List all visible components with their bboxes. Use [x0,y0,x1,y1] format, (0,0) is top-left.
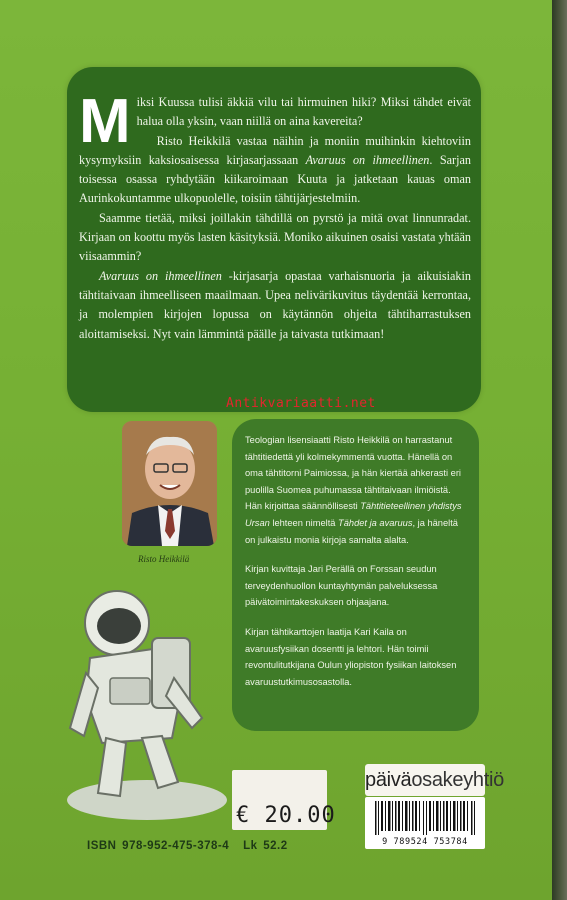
isbn-row [87,840,288,852]
bio-p1-a: Teologian lisensiaatti Risto Heikkilä on harrastanut tähtitiedettä yli kolmekymmentä vuotta. Hänellä on oma tähtitorni Paimiossa, ja hän kiertää ahkerasti eri puolilla Suomea puhumassa tähtitaivaan ilmiöistä. Hän kirjoittaa säännöllisesti [245,435,461,512]
blurb-p1-text: iksi Kuussa tulisi äkkiä vilu tai hirmuinen hiki? Miksi tähdet eivät halua olla yksin, vaan niillä on aina kavereita? [136,95,471,129]
publisher-name-part2: osakeyhtiö [411,769,504,791]
bio-paragraph-mapmaker: Kirjan tähtikarttojen laatija Kari Kaila on avaruusfysiikan dosentti ja lehtori. Hän toimii revontulitutkijana Oulun yliopiston fysiikan laitoksen avaruustutkimusosastolla. [245,626,457,687]
blurb-p2-text-a: Risto Heikkilä vastaa näihin ja moniin muihinkin kiehtoviin kysymyksiin kaksiosaisessa kirjasarjassaan [79,133,471,167]
bio-text [245,432,469,703]
astronaut-icon [62,578,232,823]
blurb-text [79,87,471,344]
astronaut-illustration [62,578,232,823]
series-title-2: Avaruus on ihmeellinen [99,268,222,283]
blurb-paragraph-4 [79,267,471,344]
author-portrait-image [122,421,217,546]
bio-p1-magazine-org: Tähtitieteellinen yhdistys Ursan [245,501,462,528]
author-photo [122,421,217,546]
drop-cap: M [79,87,131,156]
price-label: € 20.00 [236,803,336,828]
bio-p1-magazine: Tähdet ja avaruus [338,517,413,528]
barcode-number: 9 789524 753784 [382,837,468,847]
isbn: ISBN 978-952-475-378-4 [87,840,230,852]
blurb-paragraph-2 [79,132,471,209]
publisher-logo [365,764,504,796]
bio-p1-c: , ja häneltä on julkaistu monia kirjoja samalta alalta. [245,517,458,545]
blurb-p2-text-b: . Sarjan toisessa osassa ryhdytään kiikaroimaan Kuuta ja jatketaan kauas oman Aurinkokuntamme ulkopuolelle, toisiin tähtijärjestelmiin. [79,152,471,206]
series-title: Avaruus on ihmeellinen [305,152,430,167]
bio-paragraph-illustrator: Kirjan kuvittaja Jari Perällä on Forssan seudun terveydenhuollon kuntayhtymän palveluksessa päivätoimintakeskuksen ohjaajana. [245,564,438,608]
publisher-name-part1: päivä [365,769,412,791]
cover-edge [552,0,567,900]
bio-paragraph-author [245,432,469,548]
classification: Lk 52.2 [243,840,288,852]
author-caption: Risto Heikkilä [138,554,190,564]
blurb-paragraph-3: Saamme tietää, miksi joillakin tähdillä on pyrstö ja mitä ovat linnunradat. Kirjaan on koottu myös lasten käsityksiä. Moniko aikuinen osaisi vastata yhtään viisaammin? [79,210,471,264]
watermark: Antikvariaatti.net [226,396,376,411]
bio-p1-b: lehteen nimeltä [269,517,339,528]
barcode-icon [365,797,485,837]
blurb-p4-text: -kirjasarja opastaa varhaisnuoria ja aikuisiakin tähtitaivaan ihmeelliseen maailmaan. Upea nelivärikuvitus täydentää kerrontaa, ja molempien kirjojen lopussa on käytännön ohjeita tähtiharrastuksen aloittamiseksi. Nyt vain lämmintä päälle ja taivasta tutkimaan! [79,268,471,341]
